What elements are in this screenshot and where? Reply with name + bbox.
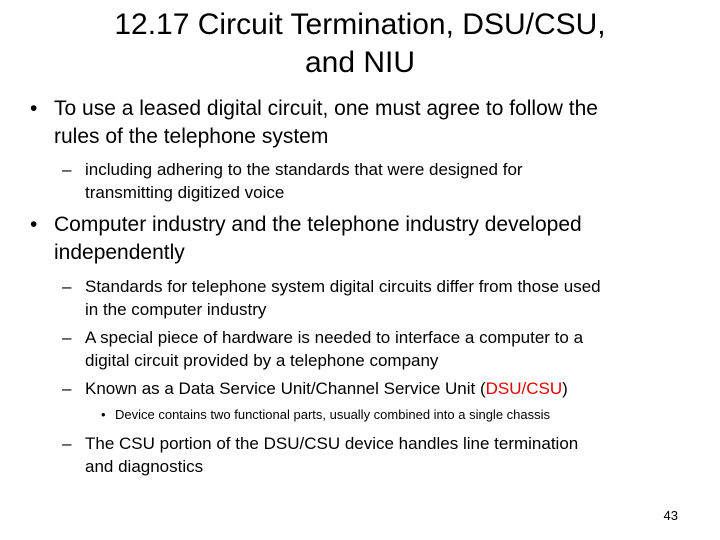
bullet-marker: • (30, 97, 38, 120)
dash-marker: – (62, 277, 72, 296)
slide-title (0, 6, 720, 82)
title-line-2: and NIU (304, 46, 416, 79)
bullet-2-sub-3-line (85, 377, 568, 400)
bullet-2-subsub-1-text: Device contains two functional parts, usually combined into a single chassis (115, 407, 551, 422)
bullet-2-sub-3-prefix: Known as a Data Service Unit/Channel Service Unit ( (85, 379, 486, 398)
bullet-2-sub-2-line-2: digital circuit provided by a telephone company (85, 351, 439, 370)
bullet-marker: • (30, 213, 38, 236)
subsub-marker: • (101, 407, 106, 422)
bullet-2-sub-3-suffix: ) (562, 379, 568, 398)
bullet-2-sub-4-line-2: and diagnostics (85, 457, 204, 476)
dash-marker: – (62, 160, 72, 179)
bullet-2-sub-4-line-1: The CSU portion of the DSU/CSU device handles line termination (85, 434, 579, 453)
page-number: 43 (663, 508, 678, 523)
bullet-2-line-1: Computer industry and the telephone industry developed (54, 213, 582, 236)
title-line-1: 12.17 Circuit Termination, DSU/CSU, (114, 8, 606, 41)
bullet-1-line-1: To use a leased digital circuit, one must agree to follow the (54, 97, 598, 120)
bullet-1-sub-1-line-1: including adhering to the standards that were designed for (85, 160, 523, 179)
dash-marker: – (62, 379, 72, 398)
bullet-2-sub-2-line-1: A special piece of hardware is needed to interface a computer to a (85, 328, 584, 347)
bullet-2-sub-1-line-2: in the computer industry (85, 300, 267, 319)
dash-marker: – (62, 328, 72, 347)
bullet-1-line-2: rules of the telephone system (54, 125, 329, 148)
bullet-2-line-2: independently (54, 241, 185, 264)
bullet-2-sub-1-line-1: Standards for telephone system digital circuits differ from those used (85, 277, 601, 296)
bullet-1-sub-1-line-2: transmitting digitized voice (85, 183, 285, 202)
bullet-2-subsub-1 (101, 407, 550, 423)
dsu-csu-highlight: DSU/CSU (485, 379, 563, 398)
dash-marker: – (62, 434, 72, 453)
